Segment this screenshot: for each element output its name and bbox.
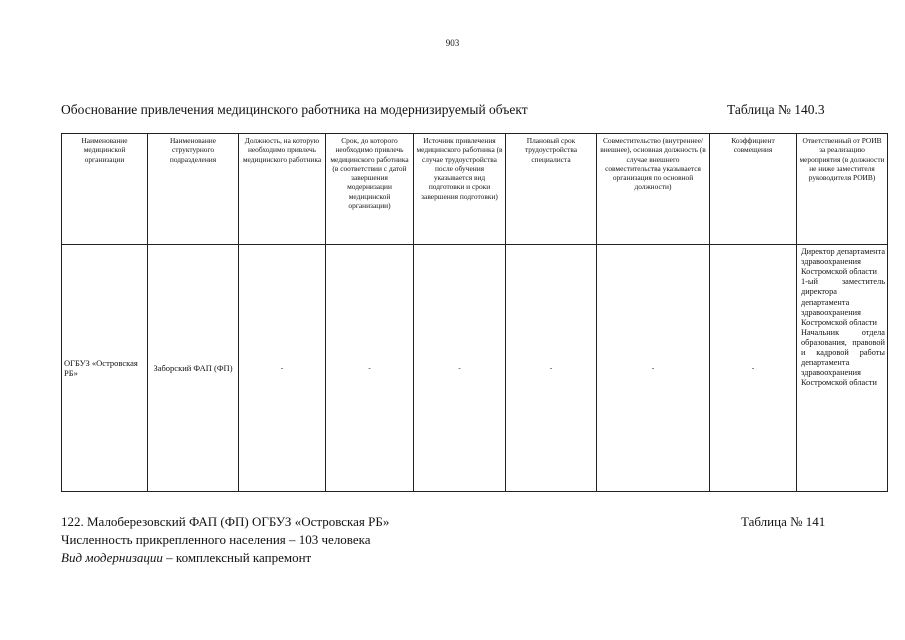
cell-deadline — [326, 245, 414, 492]
facility-heading: 122. Малоберезовский ФАП (ФП) ОГБУЗ «Островская РБ» — [61, 514, 390, 529]
header-combination: Совместительство (внутреннее/внешнее), основная должность (в случае внешнего совместительства указывается организация по основной должности) — [597, 134, 710, 245]
dash: - — [458, 363, 461, 372]
dash: - — [651, 363, 655, 372]
cell-planned-date — [506, 245, 597, 492]
dash: - — [751, 363, 755, 372]
cell-organization: ОГБУЗ «Островская РБ» — [62, 245, 148, 492]
cell-source — [414, 245, 506, 492]
header-coefficient: Коэффициент совмещения — [710, 134, 797, 245]
next-table-label: Таблица № 141 — [741, 514, 826, 529]
cell-unit: Заборский ФАП (ФП) — [148, 245, 239, 492]
dash: - — [549, 363, 553, 372]
cell-combination — [597, 245, 710, 492]
modernization-type-line — [61, 550, 311, 566]
dash: - — [280, 363, 284, 372]
header-responsible: Ответственный от РОИВ за реализацию мероприятия (в должности не ниже заместителя руководителя РОИВ) — [797, 134, 888, 245]
table-row — [62, 245, 888, 492]
dash: - — [368, 363, 371, 372]
header-position: Должность, на которую необходимо привлечь медицинского работника — [239, 134, 326, 245]
population-line: Численность прикрепленного населения – 103 человека — [61, 532, 371, 547]
justification-table — [61, 133, 888, 492]
modernization-type-value: – комплексный капремонт — [162, 550, 312, 565]
header-deadline: Срок, до которого необходимо привлечь медицинского работника (в соответствии с датой завершения модернизации медицинской организации) — [326, 134, 414, 245]
header-unit: Наименование структурного подразделения — [148, 134, 239, 245]
table-label: Таблица № 140.3 — [727, 102, 825, 117]
cell-position — [239, 245, 326, 492]
document-title: Обоснование привлечения медицинского работника на модернизируемый объект — [61, 102, 528, 117]
cell-responsible: Директор департамента здравоохранения Костромской области 1-ый заместитель директора департамента здравоохранения Костромской области Начальник отдела образования, правовой и кадровой работы департамента здравоохранения Костромской области — [797, 245, 888, 492]
modernization-type-label: Вид модернизации — [61, 550, 163, 565]
table-header-row — [62, 134, 888, 245]
header-planned-date: Плановый срок трудоустройства специалиста — [506, 134, 597, 245]
header-source: Источник привлечения медицинского работника (в случае трудоустройства после обучения указывается вид подготовки и сроки завершения подготовки) — [414, 134, 506, 245]
page-number: 903 — [445, 38, 460, 48]
cell-coefficient — [710, 245, 797, 492]
header-organization: Наименование медицинской организации — [62, 134, 148, 245]
